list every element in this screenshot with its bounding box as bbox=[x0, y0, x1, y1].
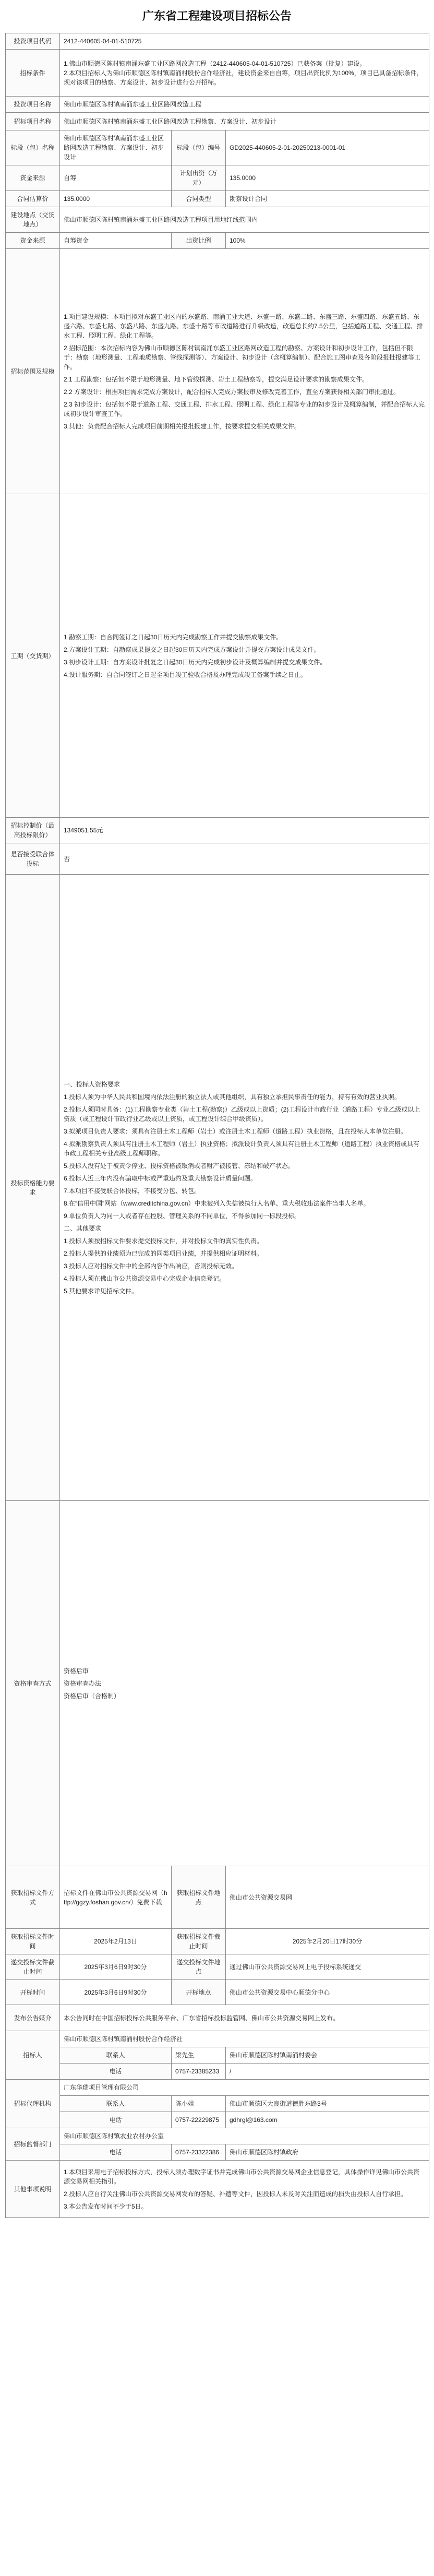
value-agency-addr: 佛山市顺德区大良街道德胜东路3号 bbox=[226, 2096, 429, 2112]
label-tenderer-contact: 联系人 bbox=[60, 2047, 172, 2064]
value-agency-name: 广东华瑞项目管理有限公司 bbox=[60, 2080, 429, 2096]
value-contract-type: 勘察设计合同 bbox=[226, 191, 429, 207]
label-tenderer-phone: 电话 bbox=[60, 2064, 172, 2080]
row-agency-addr bbox=[6, 2096, 429, 2112]
label-open-place: 开标地点 bbox=[172, 1980, 226, 2005]
value-section-name: 佛山市顺德区陈村镇南涌东盛工业区路网改造工程勘察、方案设计、初步设计 bbox=[60, 130, 172, 165]
qualification-line: 二、其他要求 bbox=[64, 1224, 102, 1232]
label-open-time: 开标时间 bbox=[6, 1980, 60, 2005]
qualification-line: 8.在“信用中国”网站（www.creditchina.gov.cn）中未被列入失信被执行人名单、重大税收违法案件当事人名单。 bbox=[64, 1199, 370, 1207]
label-project-name: 投资项目名称 bbox=[6, 97, 60, 113]
review-extra-label: 资格审查办法 bbox=[64, 1679, 102, 1687]
other-line: 2.投标人应自行关注佛山市公共资源交易网发布的答疑、补遗等文件，因投标人未及时关注而造成的损失由投标人自行承担。 bbox=[64, 2190, 407, 2198]
value-scale bbox=[60, 249, 429, 494]
qualification-line: 5.其他要求详见招标文件。 bbox=[64, 1287, 138, 1295]
label-doc-method: 获取招标文件方式 bbox=[6, 1866, 60, 1929]
review-extra: 资格后审（合格制） bbox=[64, 1692, 120, 1700]
label-agency-contact: 联系人 bbox=[60, 2096, 172, 2112]
label-tenderer: 招标人 bbox=[6, 2031, 60, 2080]
label-fund-amount: 计划出资（万元） bbox=[172, 165, 226, 191]
row-supervision-phone bbox=[6, 2144, 429, 2161]
qualification-line: 2.投标人须同时具备：(1)工程勘察专业类（岩土工程(勘察)）乙级或以上资质；(2)工程设计市政行业（道路工程）专业乙级或以上资质（或工程设计市政行业乙级或以上资质，或工程设计综合甲级资质）。 bbox=[64, 1105, 420, 1123]
value-project-name: 佛山市顺德区陈村镇南涌东盛工业区路网改造工程 bbox=[60, 97, 429, 113]
row-project-code bbox=[6, 33, 429, 50]
row-contract bbox=[6, 191, 429, 207]
row-agency-phone bbox=[6, 2112, 429, 2128]
scale-line: 2.3 初步设计：包括但不限于道路工程、交通工程、排水工程、照明工程、绿化工程等专业的初步设计及概算编制，并配合招标人完成初步设计审查工作。 bbox=[64, 400, 425, 418]
row-control-price bbox=[6, 818, 429, 843]
value-fund-amount: 135.0000 bbox=[226, 165, 429, 191]
value-tenderer-phone: 0757-23385233 bbox=[172, 2064, 226, 2080]
label-location: 建设地点（交货地点） bbox=[6, 207, 60, 233]
row-supervision-name bbox=[6, 2128, 429, 2144]
row-plan-period bbox=[6, 494, 429, 818]
label-scale: 招标范围及规模 bbox=[6, 249, 60, 494]
row-open-time bbox=[6, 1980, 429, 2005]
row-doc-method bbox=[6, 1866, 429, 1929]
scale-line: 2.2 方案设计：根据项目需求完成方案设计，配合招标人完成方案报审及修改完善工作，直至方案获得相关部门审批通过。 bbox=[64, 388, 400, 396]
scale-line: 1.项目建设规模：本项目拟对东盛工业区内的东盛路、南涌工业大道、东盛一路、东盛二路、东盛三路、东盛四路、东盛五路、东盛六路、东盛七路、东盛八路、东盛九路、东盛十路等市政道路进行升级改造，改造总长约7.5公里，包括道路工程、交通工程、排水工程、照明工程、绿化工程等。 bbox=[64, 313, 423, 339]
row-tenderer-addr bbox=[6, 2047, 429, 2064]
plan-period-line: 1.勘察工期：自合同签订之日起30日历天内完成勘察工作并提交勘察成果文件。 bbox=[64, 633, 283, 641]
value-review bbox=[60, 1501, 429, 1866]
value-doc-time-start: 2025年2月13日 bbox=[60, 1929, 172, 1954]
value-plan-period bbox=[60, 494, 429, 818]
plan-period-line: 3.初步设计工期：自方案设计批复之日起30日历天内完成初步设计及概算编制并提交成果文件。 bbox=[64, 658, 327, 666]
value-joint: 否 bbox=[60, 843, 429, 875]
value-open-time: 2025年3月6日9时30分 bbox=[60, 1980, 172, 2005]
value-bid-place: 通过佛山市公共资源交易网上电子投标系统递交 bbox=[226, 1954, 429, 1980]
qualification-line: 4.拟派勘察负责人须具有注册土木工程师（岩土）执业资格；拟派设计负责人须具有注册土木工程师（道路工程）执业资格或具有市政工程相关专业高级工程师职称。 bbox=[64, 1140, 420, 1157]
value-owner-fund: 自筹资金 bbox=[60, 233, 172, 249]
row-tenderer-name bbox=[6, 2031, 429, 2047]
label-owner-fund: 资金来源 bbox=[6, 233, 60, 249]
label-contract-price: 合同估算价 bbox=[6, 191, 60, 207]
qualification-line: 7.本项目不接受联合体投标，不接受分包、转包。 bbox=[64, 1187, 201, 1195]
scale-line: 2.招标范围：本次招标内容为佛山市顺德区陈村镇南涌东盛工业区路网改造工程的勘察、方案设计和初步设计工作，包括但不限于：勘察（地形测量、工程地质勘察、管线探测等）、方案设计、初步设计（含概算编制）、配合施工图审查及各阶段报批报建等工作。 bbox=[64, 344, 421, 371]
qualification-line: 5.投标人没有处于被责令停业、投标资格被取消或者财产被接管、冻结和破产状态。 bbox=[64, 1162, 295, 1170]
row-tender-project-name bbox=[6, 113, 429, 130]
value-media: 本公告同时在中国招标投标公共服务平台、广东省招标投标监管网、佛山市公共资源交易网上发布。 bbox=[60, 2005, 429, 2031]
row-joint bbox=[6, 843, 429, 875]
row-section bbox=[6, 130, 429, 165]
row-doc-time bbox=[6, 1929, 429, 1954]
row-review bbox=[6, 1501, 429, 1866]
qualification-line: 2.投标人提供的业绩须为已完成的同类项目业绩，并提供相应证明材料。 bbox=[64, 1249, 263, 1257]
value-agency-phone: 0757-22229875 bbox=[172, 2112, 226, 2128]
qualification-line: 9.单位负责人为同一人或者存在控股、管理关系的不同单位，不得参加同一标段投标。 bbox=[64, 1212, 301, 1220]
row-agency-name bbox=[6, 2080, 429, 2096]
plan-period-line: 4.设计服务期：自合同签订之日起至项目竣工验收合格及办理完成竣工备案手续之日止。 bbox=[64, 671, 307, 678]
value-tenderer-mail: / bbox=[226, 2064, 429, 2080]
page-title: 广东省工程建设项目招标公告 bbox=[142, 9, 292, 22]
label-doc-time: 获取招标文件时间 bbox=[6, 1929, 60, 1954]
qualification-line: 1.投标人须为中华人民共和国境内依法注册的独立法人或其他组织，具有独立承担民事责任的能力，持有有效的营业执照。 bbox=[64, 1093, 401, 1101]
review-method: 资格后审 bbox=[64, 1667, 89, 1675]
qualification-line: 4.投标人须在佛山市公共资源交易中心完成企业信息登记。 bbox=[64, 1274, 226, 1282]
value-bid-deadline: 2025年3月6日9时30分 bbox=[60, 1954, 172, 1980]
qualification-line: 6.投标人近三年内没有骗取中标或严重违约及重大勘察设计质量问题。 bbox=[64, 1174, 257, 1182]
qualification-line: 1.投标人须按招标文件要求提交投标文件，并对投标文件的真实性负责。 bbox=[64, 1237, 263, 1245]
label-doc-place: 获取招标文件地点 bbox=[172, 1866, 226, 1929]
label-fund-source: 资金来源 bbox=[6, 165, 60, 191]
value-project-code: 2412-440605-04-01-510725 bbox=[60, 33, 429, 50]
value-tender-conditions: 1.佛山市顺德区陈村镇南涌东盛工业区路网改造工程（2412-440605-04-01-510725）已获备案（批复）建设。 2.本项目招标人为佛山市顺德区陈村镇南涌村股份合作经济社，建设资金来自自筹，项目出资比例为100%，项目已具备招标条件，现对该项目的勘察、方案设计、初步设计进行公开招标。 bbox=[60, 50, 429, 97]
row-qualification bbox=[6, 875, 429, 1501]
label-supervision-phone: 电话 bbox=[60, 2144, 172, 2161]
plan-period-line: 2.方案设计工期：自勘察成果提交之日起30日历天内完成方案设计并提交方案设计成果文件。 bbox=[64, 646, 320, 653]
value-section-code: GD2025-440605-2-01-20250213-0001-01 bbox=[226, 130, 429, 165]
qualification-line: 3.拟派项目负责人要求：须具有注册土木工程师（岩土）或注册土木工程师（道路工程）执业资格，且在投标人本单位注册。 bbox=[64, 1127, 407, 1135]
value-tenderer-contact: 梁先生 bbox=[172, 2047, 226, 2064]
other-list bbox=[64, 2167, 425, 2211]
value-location: 佛山市顺德区陈村镇南涌东盛工业区路网改造工程项目用地红线范围内 bbox=[60, 207, 429, 233]
qualification-line: 一、投标人资格要求 bbox=[64, 1080, 120, 1088]
label-control-price: 招标控制价（最高投标限价） bbox=[6, 818, 60, 843]
period-list bbox=[64, 633, 425, 679]
label-doc-time-end: 获取招标文件截止时间 bbox=[172, 1929, 226, 1954]
scale-line: 2.1 工程勘察：包括但不限于地形测量、地下管线探测、岩土工程勘察等，提交满足设计要求的勘察成果文件。 bbox=[64, 375, 369, 383]
tender-info-table bbox=[5, 33, 429, 2218]
row-other bbox=[6, 2161, 429, 2218]
row-tenderer-phone bbox=[6, 2064, 429, 2080]
label-supervision: 招标监督部门 bbox=[6, 2128, 60, 2161]
label-bid-deadline: 递交投标文件截止时间 bbox=[6, 1954, 60, 1980]
other-line: 3.本公告发布时间不少于5日。 bbox=[64, 2202, 148, 2210]
row-owner bbox=[6, 233, 429, 249]
value-tenderer-name: 佛山市顺德区陈村镇南涌村股份合作经济社 bbox=[60, 2031, 429, 2047]
scale-line: 3.其他：负责配合招标人完成项目前期相关报批报建工作，按要求提交相关成果文件。 bbox=[64, 422, 301, 430]
value-agency-mail: gdhrgl@163.com bbox=[226, 2112, 429, 2128]
label-joint: 是否接受联合体投标 bbox=[6, 843, 60, 875]
value-doc-method: 招标文件在佛山市公共资源交易网（http://ggzy.foshan.gov.cn/）免费下载 bbox=[60, 1866, 172, 1929]
scale-list bbox=[64, 312, 425, 431]
value-control-price: 1349051.55元 bbox=[60, 818, 429, 843]
value-tenderer-addr: 佛山市顺德区陈村镇南涌村委会 bbox=[226, 2047, 429, 2064]
row-bid-deadline bbox=[6, 1954, 429, 1980]
label-qualification: 投标资格能力要求 bbox=[6, 875, 60, 1501]
qualification-line: 3.投标人应对招标文件中的全部内容作出响应，否则投标无效。 bbox=[64, 1262, 238, 1270]
row-scale bbox=[6, 249, 429, 494]
row-project-name bbox=[6, 97, 429, 113]
value-doc-time-end: 2025年2月20日17时30分 bbox=[226, 1929, 429, 1954]
value-invest-ratio: 100% bbox=[226, 233, 429, 249]
label-agency: 招标代理机构 bbox=[6, 2080, 60, 2128]
label-contract-type: 合同类型 bbox=[172, 191, 226, 207]
value-supervision-addr: 佛山市顺德区陈村镇政府 bbox=[226, 2144, 429, 2161]
value-open-place: 佛山市公共资源交易中心顺德分中心 bbox=[226, 1980, 429, 2005]
value-tender-project-name: 佛山市顺德区陈村镇南涌东盛工业区路网改造工程勘察、方案设计、初步设计 bbox=[60, 113, 429, 130]
qualification-list bbox=[64, 1080, 425, 1296]
row-tender-conditions bbox=[6, 50, 429, 97]
label-other: 其他事项说明 bbox=[6, 2161, 60, 2218]
label-section-code: 标段（包）编号 bbox=[172, 130, 226, 165]
label-bid-place: 递交投标文件地点 bbox=[172, 1954, 226, 1980]
value-fund-source: 自筹 bbox=[60, 165, 172, 191]
label-review: 资格审查方式 bbox=[6, 1501, 60, 1866]
label-project-code: 投资项目代码 bbox=[6, 33, 60, 50]
row-location bbox=[6, 207, 429, 233]
row-fund bbox=[6, 165, 429, 191]
label-tender-project-name: 招标项目名称 bbox=[6, 113, 60, 130]
value-supervision-phone: 0757-23322386 bbox=[172, 2144, 226, 2161]
label-plan-period: 工期（交货期） bbox=[6, 494, 60, 818]
label-media: 发布公告媒介 bbox=[6, 2005, 60, 2031]
value-agency-contact: 陈小姐 bbox=[172, 2096, 226, 2112]
label-agency-phone: 电话 bbox=[60, 2112, 172, 2128]
other-line: 1.本项目采用电子招标投标方式，投标人须办理数字证书并完成佛山市公共资源交易网企业信息登记，具体操作详见佛山市公共资源交易网相关指引。 bbox=[64, 2168, 420, 2185]
value-contract-price: 135.0000 bbox=[60, 191, 172, 207]
label-section-name: 标段（包）名称 bbox=[6, 130, 60, 165]
row-media bbox=[6, 2005, 429, 2031]
label-tender-conditions: 招标条件 bbox=[6, 50, 60, 97]
value-other bbox=[60, 2161, 429, 2218]
value-doc-place: 佛山市公共资源交易网 bbox=[226, 1866, 429, 1929]
label-invest-ratio: 出资比例 bbox=[172, 233, 226, 249]
value-qualification bbox=[60, 875, 429, 1501]
value-supervision-name: 佛山市顺德区陈村镇农业农村办公室 bbox=[60, 2128, 429, 2144]
announcement-page bbox=[5, 0, 429, 2218]
